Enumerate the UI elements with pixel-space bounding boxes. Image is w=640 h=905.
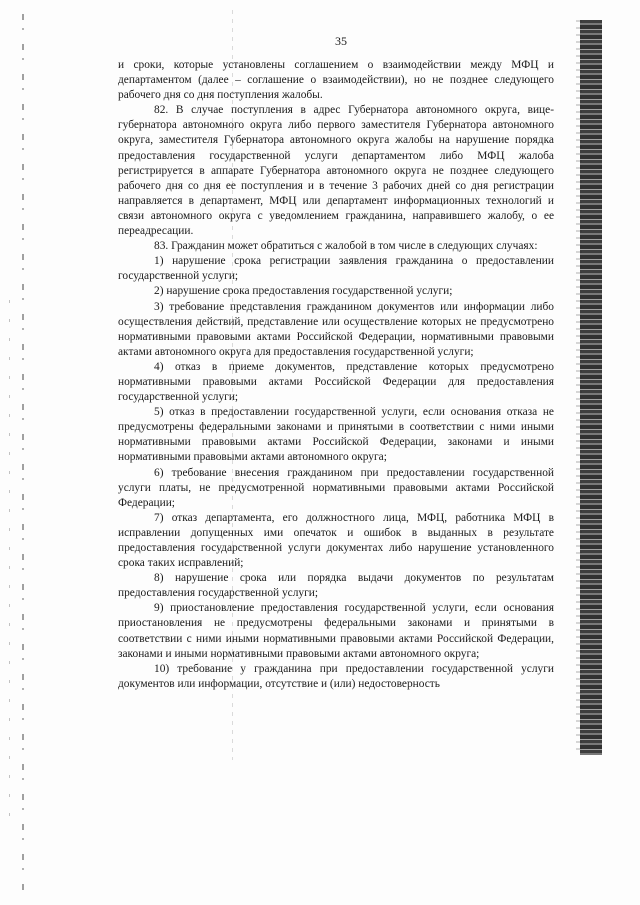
- paragraph-82: 82. В случае поступления в адрес Губернатора автономного округа, вице-губернатора автономного округа либо первого заместителя Губернатора автономного округа, заместителя Губернатора автономного округа жалобы на нарушение порядка предоставления государственной услуги департаментом либо МФЦ жалоба регистрируется в аппарате Губернатора автономного округа не позднее следующего рабочего дня со дня ее поступления и в течение 3 рабочих дней со дня регистрации направляется в департамент, МФЦ или департамент информационных технологий и связи автономного округа с уведомлением гражданина, направившего жалобу, о ее переадресации.: [118, 104, 554, 238]
- list-item-7: 7) отказ департамента, его должностного лица, МФЦ, работника МФЦ в исправлении допущенных ими опечаток и ошибок в выданных в результате предоставления государственной услуги документах либо нарушение установленного срока таких исправлений;: [118, 511, 554, 570]
- scan-edge-left-secondary: [9, 300, 10, 820]
- list-item-9: 9) приостановление предоставления государственной услуги, если основания приостановления не предусмотрены федеральными законами и принятыми в соответствии с ними иными нормативными правовыми актами Российской Федерации, законами и иными нормативными правовыми актами автономного округа;: [118, 602, 554, 660]
- paragraph-83: 83. Гражданин может обратиться с жалобой в том числе в следующих случаях:: [154, 240, 538, 253]
- scan-edge-left: [22, 14, 24, 894]
- list-item-1: 1) нарушение срока регистрации заявления гражданина о предоставлении государственной услуги;: [118, 255, 554, 283]
- list-item-8: 8) нарушение срока или порядка выдачи документов по результатам предоставления государственной услуги;: [118, 572, 554, 600]
- list-item-5: 5) отказ в предоставлении государственной услуги, если основания отказа не предусмотрены федеральными законами и принятыми в соответствии с ними иными нормативными правовыми актами Российской Федерации, законами и иными нормативными правовыми актами автономного округа;: [118, 406, 554, 464]
- list-item-2: 2) нарушение срока предоставления государственной услуги;: [154, 285, 453, 298]
- list-item-6: 6) требование внесения гражданином при предоставлении государственной услуги платы, не предусмотренной нормативными правовыми актами Российской Федерации;: [118, 466, 554, 509]
- scan-edge-right: [580, 20, 602, 755]
- page-number: 35: [335, 34, 347, 48]
- list-item-10: 10) требование у гражданина при предоставлении государственной услуги документов или информации, отсутствие и (или) недостоверность: [118, 662, 554, 690]
- document-body: [118, 58, 554, 692]
- list-item-4: 4) отказ в приеме документов, представление которых предусмотрено нормативными правовыми актами Российской Федерации для предоставления государственной услуги;: [118, 360, 554, 404]
- list-item-3: 3) требование представления гражданином документов или информации либо осуществления действий, представление или осуществление которых не предусмотрено нормативными правовыми актами Российской Федерации, нормативными правовыми актами автономного округа для предоставления государственной услуги;: [118, 300, 554, 358]
- paragraph-continuation: и сроки, которые установлены соглашением о взаимодействии между МФЦ и департаментом (далее – соглашение о взаимодействии), но не позднее следующего рабочего дня со дня поступления жалобы.: [118, 59, 554, 102]
